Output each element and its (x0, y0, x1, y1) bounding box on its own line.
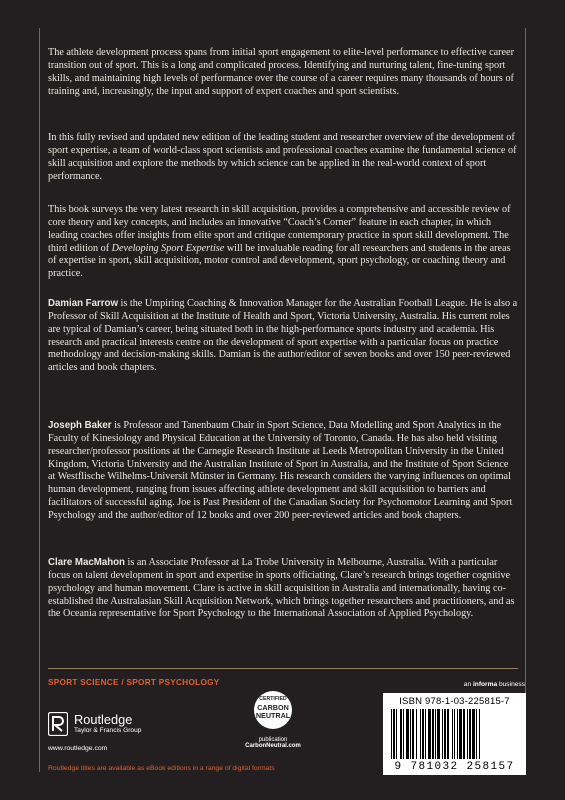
cn-certified: CERTIFIED (259, 696, 287, 702)
barcode-bar (420, 709, 421, 759)
cn-publication: publication (258, 737, 288, 743)
barcode-bar (412, 709, 414, 759)
barcode-bar (472, 709, 475, 759)
publisher-group: Taylor & Francis Group (74, 727, 142, 734)
footer-divider (48, 668, 518, 669)
cn-website: CarbonNeutral.com (245, 743, 301, 749)
routledge-r-icon (48, 712, 68, 736)
barcode-bar (396, 709, 397, 759)
barcode-bar (403, 709, 404, 759)
author-bio-farrow (48, 298, 518, 375)
publisher-website: www.routledge.com (48, 745, 108, 752)
barcode-bar (400, 709, 402, 759)
barcode-bar (467, 709, 468, 759)
author-bio-baker (48, 420, 518, 523)
barcode-bar (454, 709, 455, 759)
informa-tagline: an informa business (463, 681, 525, 688)
barcode-bar (437, 709, 440, 759)
barcode-bar (444, 709, 446, 759)
barcode-bar (442, 709, 443, 759)
blurb-paragraph-3 (48, 204, 518, 281)
subject-category: SPORT SCIENCE / SPORT PSYCHOLOGY (48, 678, 220, 687)
publisher-name: Routledge (74, 712, 133, 727)
barcode-bar (432, 709, 434, 759)
barcode-bar (459, 709, 462, 759)
barcode-bar (425, 709, 426, 759)
isbn-number: ISBN 978-1-03-225815-7 (399, 696, 510, 707)
blurb-text-3: This book surveys the very latest research in skill acquisition, provides a comprehensive and accessible review of core theory and key concepts, and includes an innovative “Coach’s Corner” feature in each chapter, in which leading coaches offer insights from elite sport and critique contemporary practice in sport skill development. The third edition of Developing Sport Expertise will be invaluable reading for all researchers and students in the areas of expertise in sport, skill acquisition, motor control and development, sport psychology, or coaching theory and practice. (48, 204, 511, 280)
barcode-bar (447, 709, 449, 759)
cn-neutral: NEUTRAL (255, 711, 291, 720)
barcode-bar (452, 709, 453, 759)
barcode-bar (469, 709, 471, 759)
isbn-barcode (383, 693, 526, 775)
barcode-bar (410, 709, 411, 759)
barcode-bar (479, 709, 480, 759)
carbon-neutral-icon (238, 688, 308, 732)
author-bio-macmahon (48, 557, 518, 621)
barcode-bar (422, 709, 424, 759)
blurb-paragraph-1 (48, 47, 518, 98)
blurb-text-2: In this fully revised and updated new edition of the leading student and researcher overview of the development of sport expertise, a team of world-class sport scientists and professional coaches examine the fundamental science of skill acquisition and explore the methods by which science can be applied in the real-world context of sport performance. (48, 132, 517, 182)
barcode-bar (463, 709, 465, 759)
barcode-bar (457, 709, 458, 759)
cn-carbon: CARBON (257, 703, 289, 712)
barcode-bar (406, 709, 409, 759)
publisher-logo (48, 712, 141, 736)
author-name: Joseph Baker (48, 420, 112, 431)
barcode-bar (428, 709, 431, 759)
carbon-neutral-badge (238, 688, 308, 749)
author-name: Clare MacMahon (48, 557, 125, 568)
blurb-text-1: The athlete development process spans from initial sport engagement to elite-level performance to effective career transition out of sport. This is a long and complicated process. Identifying and nurturing talent, fine-tuning sport skills, and maintaining high levels of performance over the course of a career requires many thousands of hours of training and, increasingly, the input and support of expert coaches and sport scientists. (48, 47, 514, 97)
author-bio: is Professor and Tanenbaum Chair in Sport Science, Data Modelling and Sport Analytics in the Faculty of Kinesiology and Physical Education at the University of Toronto, Canada. He has also held visiting researcher/professor positions at the Carnegie Research Institute at Leeds Metropolitan University in the United Kingdom, Victoria University and the Australian Institute of Sport in Australia, and the Institute of Sport Science at Westflische Wilhelms-Universit Münster in Germany. His research considers the varying influences on optimal human development, ranging from issues affecting athlete development and skill acquisition to barriers and facilitators of successful aging. Joe is Past President of the Canadian Society for Psychomotor Learning and Sport Psychology and the author/editor of 12 books and over 200 peer-reviewed articles and book chapters. (48, 420, 513, 521)
blurb-paragraph-2 (48, 132, 518, 183)
barcode-bar (393, 709, 395, 759)
author-name: Damian Farrow (48, 298, 118, 309)
barcode-bar (416, 709, 417, 759)
ebook-note: Routledge titles are available as eBook editions in a range of digital formats (48, 765, 275, 772)
author-bio: is the Umpiring Coaching & Innovation Manager for the Australian Football League. He is also a Professor of Skill Acquisition at the Institute of Health and Sport, Victoria University, Australia. His current roles are typical of Damian’s career, being situated both in the high-performance sports industry and academia. His research and practical interests centre on the development of sport expertise with a particular focus on practice methodology and decision-making skills. Damian is the author/editor of seven books and over 150 peer-reviewed articles and book chapters. (48, 298, 518, 374)
book-title: Developing Sport Expertise (111, 242, 225, 254)
barcode-bars (389, 709, 520, 759)
barcode-bar (476, 709, 477, 759)
author-bio: is an Associate Professor at La Trobe University in Melbourne, Australia. With a particular focus on talent development in sport and expertise in sports officiating, Clare’s research brings together cognitive psychology and human movement. Clare is active in skill acquisition in Australia and internationally, having co-established the Australasian Skill Acquisition Network, which brings together researchers and practitioners, and as the Oceania representative for Sport Psychology to the International Association of Applied Psychology. (48, 557, 515, 620)
barcode-bar (435, 709, 436, 759)
barcode-bar (391, 709, 392, 759)
barcode-digits: 9 781032 258157 (394, 761, 515, 773)
